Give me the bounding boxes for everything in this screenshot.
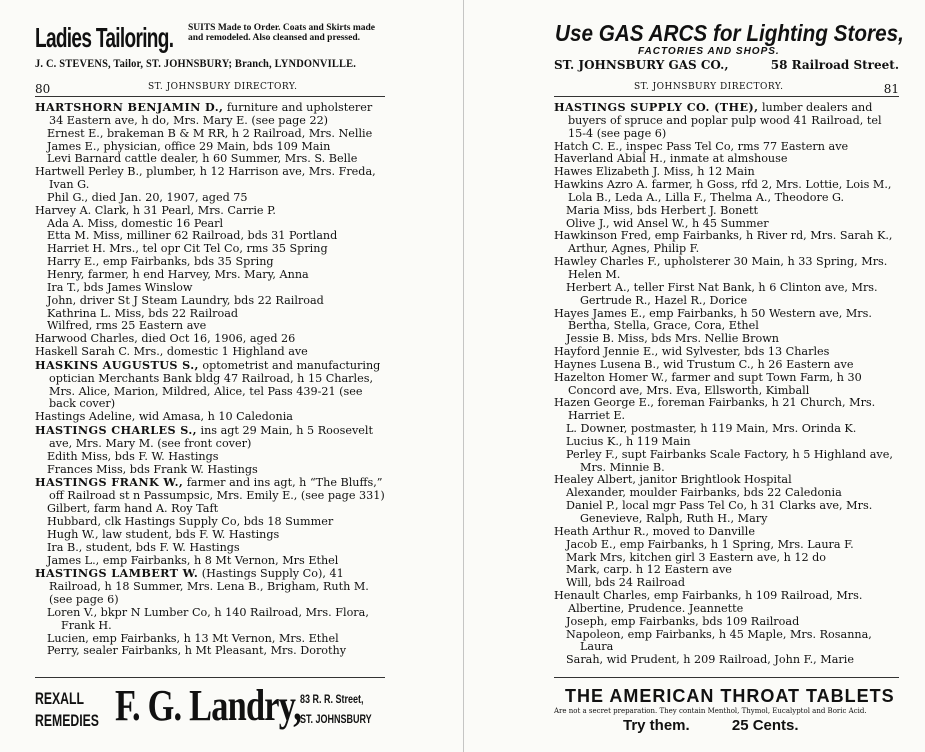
landry-name: F. G. Landry, [115, 681, 301, 730]
entry-text: Hubbard, clk Hastings Supply Co, bds 18 Summer [47, 515, 334, 528]
directory-entry [554, 230, 899, 256]
directory-entry [35, 359, 385, 411]
throat-tablets-title: THE AMERICAN THROAT TABLETS [565, 686, 895, 706]
entry-text: lumber dealers and buyers of spruce and poplar pulp wood 41 Railroad, tel 15-4 (see page 6) [568, 101, 882, 140]
entry-surname: HASTINGS FRANK W., [35, 475, 184, 490]
entry-text: Haskell Sarah C. Mrs., domestic 1 Highland ave [35, 345, 308, 359]
entry-text: Frances Miss, bds Frank W. Hastings [47, 462, 258, 476]
page-number: 80 [35, 82, 51, 96]
try-them: Try them. [623, 717, 690, 734]
right-listing [554, 101, 899, 667]
entry-text: Lucien, emp Fairbanks, h 13 Mt Vernon, Mrs. Ethel [47, 631, 339, 645]
entry-text: Levi Barnard cattle dealer, h 60 Summer, Mrs. S. Belle [47, 152, 358, 166]
entry-text: Perley F., supt Fairbanks Scale Factory, h 5 Highland ave, Mrs. Minnie B. [566, 447, 893, 474]
entry-text: L. Downer, postmaster, h 119 Main, Mrs. Orinda K. [566, 422, 857, 436]
entry-text: Etta M. Miss, milliner 62 Railroad, bds 31 Portland [47, 229, 338, 243]
entry-text: Gilbert, farm hand A. Roy Taft [47, 502, 219, 516]
directory-entry [35, 476, 385, 503]
header-rule [35, 96, 385, 97]
entry-text: Hawkinson Fred, emp Fairbanks, h River rd, Mrs. Sarah K., Arthur, Agnes, Philip F. [554, 229, 893, 256]
entry-text: Jacob E., emp Fairbanks, h 1 Spring, Mrs. Laura F. [566, 537, 854, 551]
entry-surname: HASTINGS SUPPLY CO. (THE), [554, 100, 759, 114]
directory-entry [554, 500, 899, 526]
entry-text: Hazen George E., foreman Fairbanks, h 21 Church, Mrs. Harriet E. [554, 396, 876, 423]
entry-text: Maria Miss, bds Herbert J. Bonett [566, 203, 758, 217]
directory-entry [554, 256, 899, 282]
entry-text: James L., emp Fairbanks, h 8 Mt Vernon, Mrs Ethel [47, 553, 339, 567]
entry-text: Will, bds 24 Railroad [566, 576, 685, 590]
running-head: ST. JOHNSBURY DIRECTORY. [148, 82, 298, 92]
landry-street: 83 R. R. Street, [300, 692, 364, 706]
directory-entry [35, 166, 385, 192]
entry-text: ins agt 29 Main, h 5 Roosevelt ave, Mrs. Mary M. (see front cover) [49, 424, 373, 450]
entry-text: Loren V., bkpr N Lumber Co, h 140 Railroad, Mrs. Flora, Frank H. [47, 605, 369, 632]
entry-text: Napoleon, emp Fairbanks, h 45 Maple, Mrs. Rosanna, Laura [566, 627, 872, 654]
entry-text: Heath Arthur R., moved to Danville [554, 524, 755, 538]
entry-text: Ada A. Miss, domestic 16 Pearl [47, 216, 224, 230]
directory-entry [554, 629, 899, 655]
directory-entry [35, 567, 385, 607]
directory-entry [554, 372, 899, 398]
directory-entry [35, 607, 385, 633]
entry-text: Kathrina L. Miss, bds 22 Railroad [47, 306, 239, 320]
entry-text: Ira B., student, bds F. W. Hastings [47, 540, 240, 554]
footer-rule [554, 677, 899, 678]
entry-text: Wilfred, rms 25 Eastern ave [47, 319, 207, 333]
entry-text: Ira T., bds James Winslow [47, 280, 193, 294]
running-head: ST. JOHNSBURY DIRECTORY. [634, 82, 784, 92]
directory-entry [35, 424, 385, 451]
directory-entry [35, 645, 385, 658]
entry-text: Hugh W., law student, bds F. W. Hastings [47, 527, 280, 541]
entry-surname: HASTINGS LAMBERT W. [35, 566, 199, 581]
entry-text: Henry, farmer, h end Harvey, Mrs. Mary, Anna [47, 267, 309, 281]
entry-text: Hatch C. E., inspec Pass Tel Co, rms 77 Eastern ave [554, 139, 849, 153]
entry-text: Hawkins Azro A. farmer, h Goss, rfd 2, Mrs. Lottie, Lois M., Lola B., Leda A., Lilla F., Thelma A., Theodore G. [554, 178, 892, 204]
entry-text: furniture and upholsterer 34 Eastern ave, h do, Mrs. Mary E. (see page 22) [49, 101, 373, 127]
entry-text: Harvey A. Clark, h 31 Pearl, Mrs. Carrie P. [35, 203, 276, 217]
tailoring-ad-note: SUITS Made to Order. Coats and Skirts made and remodeled. Also cleansed and pressed. [188, 23, 376, 43]
entry-text: Sarah, wid Prudent, h 209 Railroad, John F., Marie [566, 653, 854, 667]
entry-text: Jessie B. Miss, bds Mrs. Nellie Brown [566, 332, 779, 346]
entry-text: Lucius K., h 119 Main [566, 434, 691, 448]
entry-text: Hayford Jennie E., wid Sylvester, bds 13 Charles [554, 345, 830, 359]
directory-entry [554, 654, 899, 667]
directory-entry [35, 101, 385, 128]
entry-text: James E., physician, office 29 Main, bds 109 Main [47, 139, 331, 153]
right-page [468, 0, 925, 752]
entry-text: Hazelton Homer W., farmer and supt Town Farm, h 30 Concord ave, Mrs. Eva, Ellsworth, Kimball [554, 370, 862, 397]
entry-text: Edith Miss, bds F. W. Hastings [47, 449, 219, 463]
entry-text: Herbert A., teller First Nat Bank, h 6 Clinton ave, Mrs. Gertrude R., Hazel R., Dorice [566, 280, 878, 307]
entry-surname: HASKINS AUGUSTUS S., [35, 357, 199, 372]
gas-ad-title: Use GAS ARCS for Lighting Stores, [555, 20, 904, 46]
entry-surname: HASTINGS CHARLES S., [35, 423, 197, 438]
rexall-remedies [35, 688, 99, 732]
directory-entry [554, 590, 899, 616]
entry-surname: HARTSHORN BENJAMIN D., [35, 100, 224, 114]
entry-text: optometrist and manufacturing optician Merchants Bank bldg 47 Railroad, h 15 Charles, Mrs. Alice, Marion, Mildred, Alice, tel Pass 439-21 (see back cover) [49, 358, 381, 411]
entry-text: Harry E., emp Fairbanks, bds 35 Spring [47, 255, 274, 269]
entry-text: Henault Charles, emp Fairbanks, h 109 Railroad, Mrs. Albertine, Prudence. Jeannette [554, 589, 863, 615]
entry-text: Haynes Lusena B., wid Trustum C., h 26 Eastern ave [554, 357, 854, 371]
entry-text: Hayes James E., emp Fairbanks, h 50 Western ave, Mrs. Bertha, Stella, Grace, Cora, Ethel [554, 306, 872, 333]
left-listing [35, 101, 385, 658]
left-page-header [35, 82, 385, 96]
gas-address: 58 Railroad Street. [770, 58, 899, 72]
tailoring-ad-title: Ladies Tailoring. [35, 22, 174, 53]
entry-text: John, driver St J Steam Laundry, bds 22 Railroad [47, 293, 324, 307]
gas-ad-address-line [554, 58, 899, 72]
directory-entry [554, 397, 899, 423]
entry-text: Hartwell Perley B., plumber, h 12 Harrison ave, Mrs. Freda, Ivan G. [35, 165, 376, 192]
entry-text: Olive J., wid Ansel W., h 45 Summer [566, 216, 769, 230]
entry-text: Hawes Elizabeth J. Miss, h 12 Main [554, 165, 755, 179]
book-gutter [462, 0, 465, 752]
entry-text: Harwood Charles, died Oct 16, 1906, aged 26 [35, 332, 296, 346]
entry-text: Hastings Adeline, wid Amasa, h 10 Caledonia [35, 410, 293, 424]
landry-town: ST. JOHNSBURY [300, 712, 372, 726]
directory-entry [554, 308, 899, 334]
entry-text: Hawley Charles F., upholsterer 30 Main, h 33 Spring, Mrs. Helen M. [554, 255, 888, 281]
entry-text: Joseph, emp Fairbanks, bds 109 Railroad [566, 614, 800, 628]
rexall-line: REXALL [35, 689, 84, 708]
left-page [0, 0, 460, 752]
gas-company: ST. JOHNSBURY GAS CO., [554, 58, 729, 72]
footer-rule [35, 677, 385, 678]
entry-text: Perry, sealer Fairbanks, h Mt Pleasant, Mrs. Dorothy [47, 644, 347, 658]
throat-tablets-cta [623, 717, 799, 734]
landry-address [300, 689, 372, 729]
entry-text: Daniel P., local mgr Pass Tel Co, h 31 Clarks ave, Mrs. Genevieve, Ralph, Ruth H., Mary [566, 499, 873, 525]
entry-text: (Hastings Supply Co), 41 Railroad, h 18 Summer, Mrs. Lena B., Brigham, Ruth M. (see page 6) [49, 567, 369, 607]
remedies-line: REMEDIES [35, 711, 99, 730]
throat-tablets-note: Are not a secret preparation. They contain Menthol, Thymol, Eucalyptol and Boric Acid. [554, 707, 867, 715]
tailoring-ad-address: J. C. STEVENS, Tailor, ST. JOHNSBURY; Branch, LYNDONVILLE. [35, 56, 357, 70]
entry-text: Mark, carp. h 12 Eastern ave [566, 563, 732, 577]
entry-text: Harriet H. Mrs., tel opr Cit Tel Co, rms 35 Spring [47, 242, 328, 256]
directory-entry [554, 101, 899, 141]
page-number: 81 [883, 82, 899, 96]
header-rule [554, 96, 899, 97]
entry-text: Phil G., died Jan. 20, 1907, aged 75 [47, 190, 248, 204]
directory-entry [554, 449, 899, 475]
entry-text: Healey Albert, janitor Brightlook Hospital [554, 473, 792, 487]
entry-text: Alexander, moulder Fairbanks, bds 22 Caledonia [566, 486, 842, 500]
directory-entry [554, 282, 899, 308]
directory-entry [554, 179, 899, 205]
entry-text: Ernest E., brakeman B & M RR, h 2 Railroad, Mrs. Nellie [47, 126, 373, 140]
gas-ad-subtitle: FACTORIES AND SHOPS. [638, 46, 780, 57]
entry-text: Mark Mrs, kitchen girl 3 Eastern ave, h 12 do [566, 550, 827, 564]
price: 25 Cents. [731, 717, 799, 734]
entry-text: Haverland Abial H., inmate at almshouse [554, 152, 788, 166]
entry-text: farmer and ins agt, h “The Bluffs,” off Railroad st n Passumpsic, Mrs. Emily E., (see page 331) [49, 476, 385, 503]
